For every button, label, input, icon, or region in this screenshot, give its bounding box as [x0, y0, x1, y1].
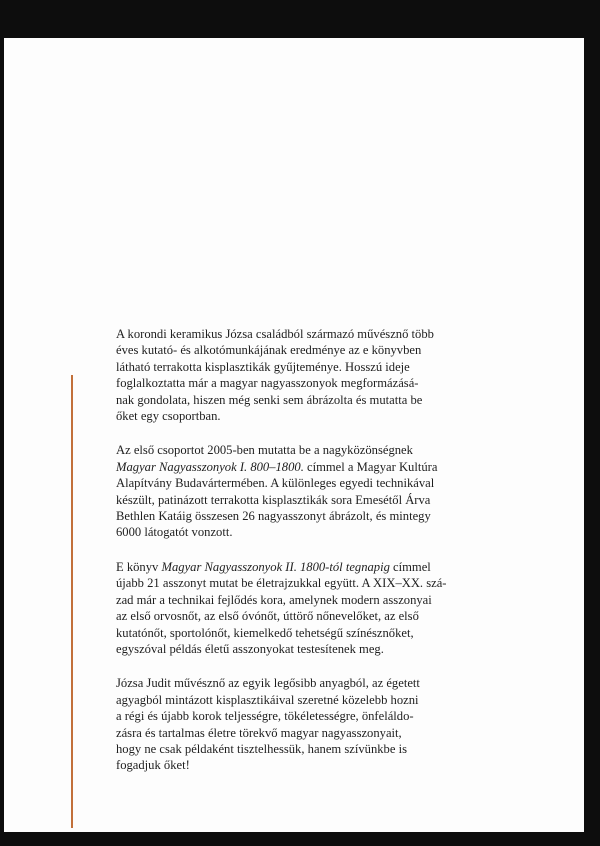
text-segment: zad már a technikai fejlődés kora, amelynek modern asszonyai	[116, 592, 432, 607]
text-line	[116, 725, 516, 741]
text-segment: 6000 látogatót vonzott.	[116, 525, 233, 540]
text-line	[116, 559, 516, 575]
paragraph-3	[116, 559, 516, 657]
paragraph-4	[116, 675, 516, 773]
text-segment: készült, patinázott terrakotta kisplasztikák sora Emesétől Árva	[116, 492, 431, 507]
text-segment: Józsa Judit művésznő az egyik legősibb anyagból, az égetett	[116, 676, 420, 691]
text-line	[116, 692, 516, 708]
text-segment: hogy ne csak példaként tisztelhessük, hanem szívünkbe is	[116, 741, 407, 756]
text-line	[116, 741, 516, 757]
text-line	[116, 524, 516, 540]
paragraph-2	[116, 442, 516, 540]
text-segment: foglalkoztatta már a magyar nagyasszonyok megformázásá-	[116, 376, 419, 391]
text-segment: agyagból mintázott kisplasztikáival szeretné közelebb hozni	[116, 692, 419, 707]
text-line	[116, 575, 516, 591]
text-line	[116, 342, 516, 358]
text-segment: nak gondolata, hiszen még senki sem ábrázolta és mutatta be	[116, 392, 423, 407]
text-segment: címmel	[389, 559, 431, 574]
title-italic: Magyar Nagyasszonyok I. 800–1800.	[116, 459, 304, 474]
margin-rule	[71, 375, 73, 828]
text-line	[116, 408, 516, 424]
text-line	[116, 459, 516, 475]
text-segment: Bethlen Katáig összesen 26 nagyasszonyt ábrázolt, és mintegy	[116, 509, 431, 524]
text-segment: címmel a Magyar Kultúra	[303, 459, 438, 474]
text-line	[116, 592, 516, 608]
text-segment: kutatónőt, sportolónőt, kiemelkedő tehetségű színésznőket,	[116, 625, 414, 640]
text-line	[116, 625, 516, 641]
text-line	[116, 392, 516, 408]
text-line	[116, 359, 516, 375]
text-segment: az első orvosnőt, az első óvónőt, úttörő nőnevelőket, az első	[116, 609, 419, 624]
text-line	[116, 641, 516, 657]
paragraph-1	[116, 326, 516, 424]
text-line	[116, 326, 516, 342]
text-segment: látható terrakotta kisplasztikák gyűjteménye. Hosszú ideje	[116, 359, 410, 374]
text-segment: zásra és tartalmas életre törekvő magyar nagyasszonyait,	[116, 725, 402, 740]
title-italic: Magyar Nagyasszonyok II. 1800-tól tegnapig	[161, 559, 390, 574]
text-line	[116, 492, 516, 508]
text-segment: Az első csoportot 2005-ben mutatta be a nagyközönségnek	[116, 443, 413, 458]
text-line	[116, 375, 516, 391]
text-line	[116, 708, 516, 724]
text-segment: A korondi keramikus Józsa családból származó művésznő több	[116, 327, 434, 341]
text-segment: Alapítvány Budavártermében. A különleges egyedi technikával	[116, 476, 435, 491]
text-line	[116, 757, 516, 773]
text-segment: őket egy csoportban.	[116, 409, 221, 424]
text-segment: egyszóval példás életű asszonyokat testesítenek meg.	[116, 641, 384, 656]
text-segment: a régi és újabb korok teljességre, tökéletességre, önfeláldo-	[116, 709, 414, 724]
text-segment: újabb 21 asszonyt mutat be életrajzukkal együtt. A XIX–XX. szá-	[116, 576, 447, 591]
text-line	[116, 442, 516, 458]
text-line	[116, 508, 516, 524]
text-segment: E könyv	[116, 559, 162, 574]
text-segment: éves kutató- és alkotómunkájának eredménye az e könyvben	[116, 343, 422, 358]
text-line	[116, 675, 516, 691]
text-segment: fogadjuk őket!	[116, 758, 190, 773]
text-line	[116, 475, 516, 491]
body-text	[116, 326, 516, 792]
text-line	[116, 608, 516, 624]
